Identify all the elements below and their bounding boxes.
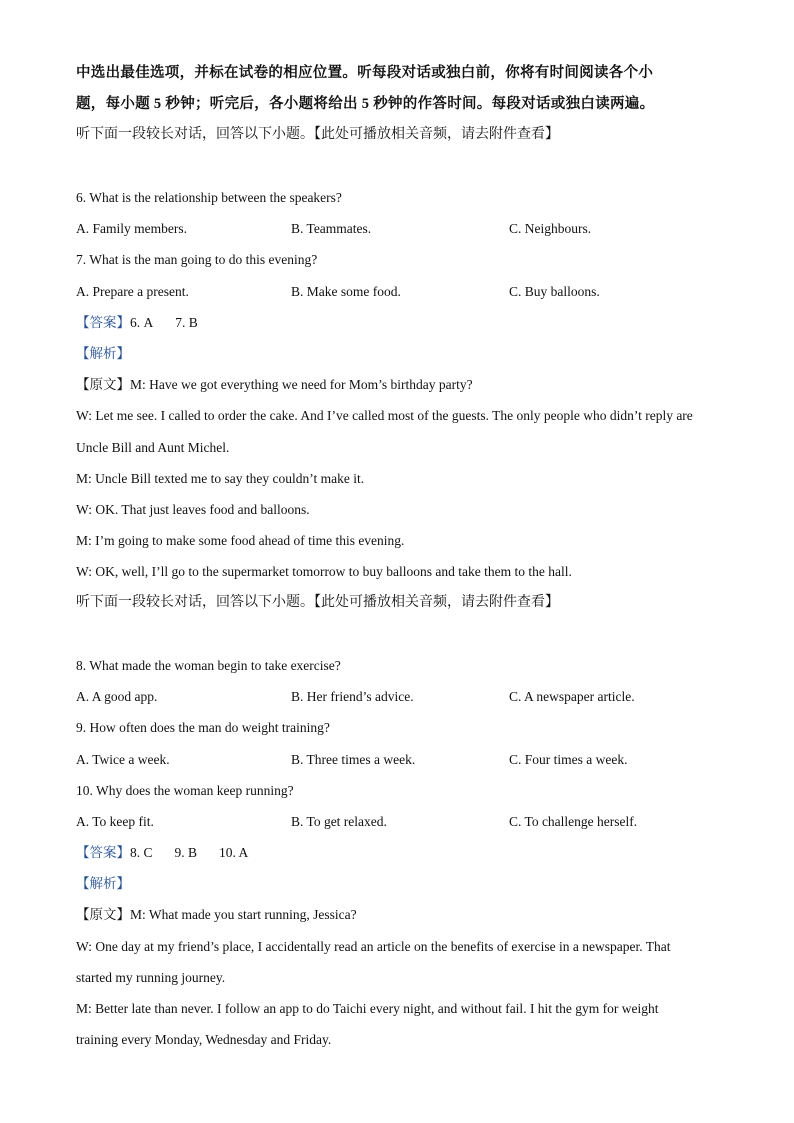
transcript-line: M: Uncle Bill texted me to say they couldn’t make it. xyxy=(76,471,365,486)
transcript-line: W: OK. That just leaves food and balloons. xyxy=(76,502,310,517)
transcript-tag: 【原文】 xyxy=(76,907,130,922)
question-9: 9. How often does the man do weight training? xyxy=(76,720,330,735)
transcript-text: M: Have we got everything we need for Mom’s birthday party? xyxy=(130,377,473,392)
answer-6: 6. A xyxy=(130,315,154,330)
answer-8: 8. C xyxy=(130,845,153,860)
answer-7: 7. B xyxy=(175,315,198,330)
listening-prompt: 听下面一段较长对话，回答以下小题。【此处可播放相关音频，请去附件查看】 xyxy=(76,595,559,610)
q8-option-a: A. A good app. xyxy=(76,689,158,704)
q9-option-b: B. Three times a week. xyxy=(291,752,416,767)
q7-option-a: A. Prepare a present. xyxy=(76,284,189,299)
instructions-line-1: 中选出最佳选项，并标在试卷的相应位置。听每段对话或独白前，你将有时间阅读各个小 xyxy=(76,65,654,81)
listening-prompt: 听下面一段较长对话，回答以下小题。【此处可播放相关音频，请去附件查看】 xyxy=(76,127,559,142)
q6-option-c: C. Neighbours. xyxy=(509,221,592,236)
analysis-heading: 【解析】 xyxy=(76,876,130,891)
q8-option-c: C. A newspaper article. xyxy=(509,689,635,704)
q6-option-a: A. Family members. xyxy=(76,221,187,236)
q7-option-c: C. Buy balloons. xyxy=(509,284,600,299)
q7-option-b: B. Make some food. xyxy=(291,284,401,299)
transcript-line: W: Let me see. I called to order the cake. And I’ve called most of the guests. The only people who didn’t reply are xyxy=(76,408,693,423)
transcript-tag: 【原文】 xyxy=(76,377,130,392)
transcript-text: M: What made you start running, Jessica? xyxy=(130,907,357,922)
question-10: 10. Why does the woman keep running? xyxy=(76,783,294,798)
question-7: 7. What is the man going to do this evening? xyxy=(76,252,318,267)
question-6: 6. What is the relationship between the speakers? xyxy=(76,190,342,205)
q10-option-a: A. To keep fit. xyxy=(76,814,154,829)
q10-option-b: B. To get relaxed. xyxy=(291,814,387,829)
question-8: 8. What made the woman begin to take exercise? xyxy=(76,658,341,673)
analysis-heading: 【解析】 xyxy=(76,346,130,361)
instructions-line-2: 题，每小题 5 秒钟；听完后，各小题将给出 5 秒钟的作答时间。每段对话或独白读两遍。 xyxy=(76,96,655,112)
answer-key-2 xyxy=(76,844,248,862)
q9-option-c: C. Four times a week. xyxy=(509,752,628,767)
transcript-line xyxy=(76,376,473,394)
transcript-line: M: Better late than never. I follow an app to do Taichi every night, and without fail. I hit the gym for weight xyxy=(76,1001,659,1016)
answer-tag: 【答案】 xyxy=(76,845,130,860)
answer-9: 9. B xyxy=(174,845,198,860)
transcript-line: started my running journey. xyxy=(76,970,226,985)
transcript-line: W: OK, well, I’ll go to the supermarket tomorrow to buy balloons and take them to the hall. xyxy=(76,564,572,579)
q9-option-a: A. Twice a week. xyxy=(76,752,170,767)
transcript-line: W: One day at my friend’s place, I accidentally read an article on the benefits of exercise in a newspaper. That xyxy=(76,939,671,954)
answer-10: 10. A xyxy=(219,845,249,860)
transcript-line xyxy=(76,906,357,924)
q6-option-b: B. Teammates. xyxy=(291,221,372,236)
transcript-line: Uncle Bill and Aunt Michel. xyxy=(76,440,230,455)
q10-option-c: C. To challenge herself. xyxy=(509,814,638,829)
answer-key-1 xyxy=(76,314,198,332)
transcript-line: M: I’m going to make some food ahead of time this evening. xyxy=(76,533,405,548)
q8-option-b: B. Her friend’s advice. xyxy=(291,689,414,704)
transcript-line: training every Monday, Wednesday and Friday. xyxy=(76,1032,332,1047)
answer-tag: 【答案】 xyxy=(76,315,130,330)
